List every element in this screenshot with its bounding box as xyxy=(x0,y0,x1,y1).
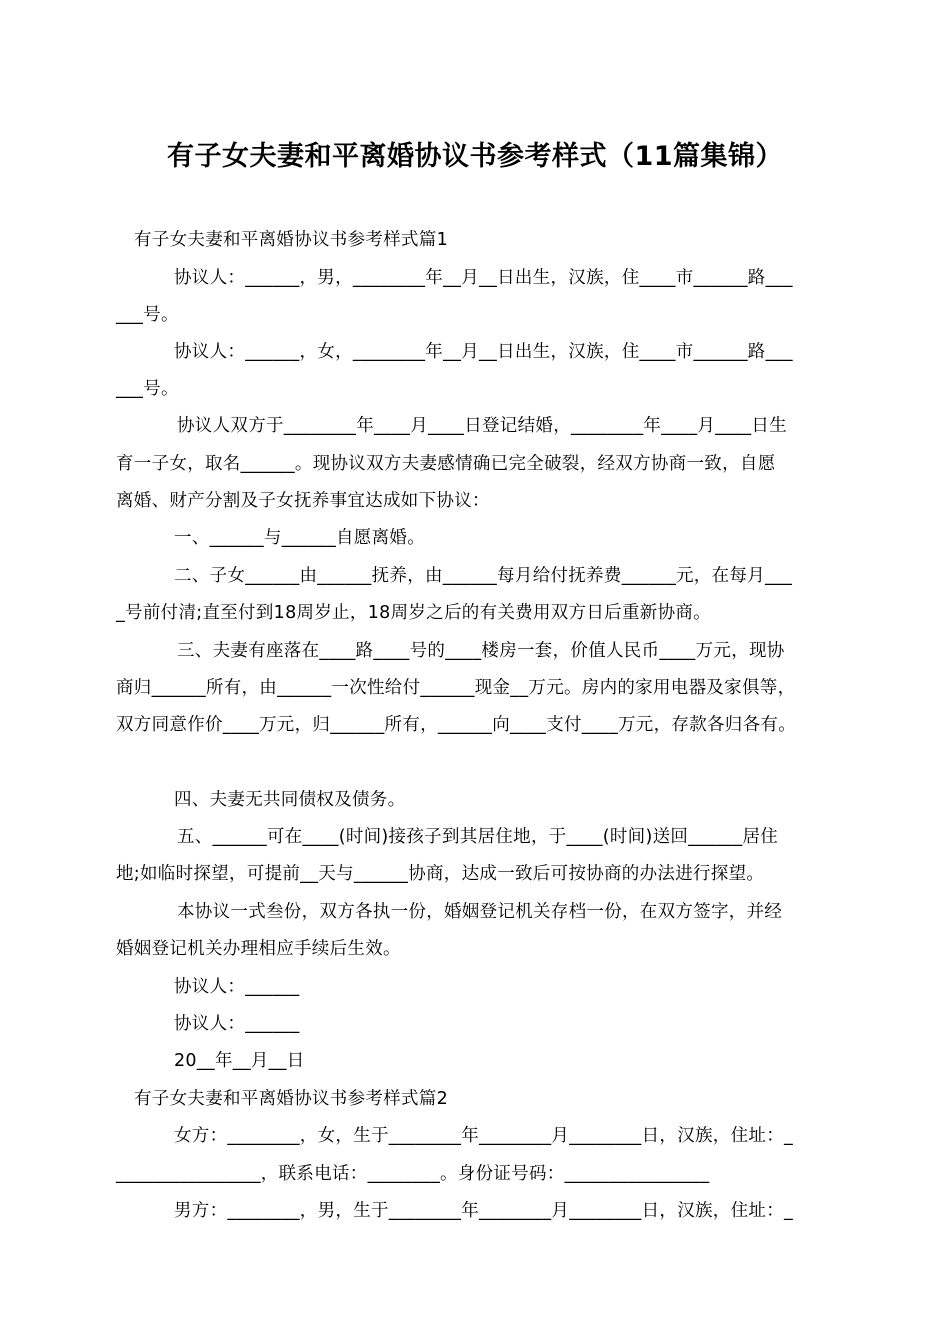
signature-line: 协议人：______ xyxy=(174,1014,300,1034)
paragraph-line: 男方：________，男，生于________年________月________日，汉族，住址：_ xyxy=(174,1201,794,1221)
paragraph-line: 离婚、财产分割及子女抚养事宜达成如下协议： xyxy=(116,491,490,511)
paragraph-line: ________________，联系电话：________。身份证号码：________________ xyxy=(116,1164,710,1184)
document-title: 有子女夫妻和平离婚协议书参考样式（11篇集锦） xyxy=(166,141,784,172)
paragraph-line: 婚姻登记机关办理相应手续后生效。 xyxy=(116,939,401,959)
section-heading: 有子女夫妻和平离婚协议书参考样式篇1 xyxy=(134,230,449,250)
paragraph-line: 一、______与______自愿离婚。 xyxy=(174,528,425,548)
paragraph-line: 本协议一式叁份，双方各执一份，婚姻登记机关存档一份，在双方签字，并经 xyxy=(177,902,783,922)
paragraph-line: 女方：________，女，生于________年________月________日，汉族，住址：_ xyxy=(174,1126,794,1146)
paragraph-line: ___号。 xyxy=(116,379,179,399)
paragraph-line: 育一子女，取名______。现协议双方夫妻感情确已完全破裂，经双方协商一致，自愿 xyxy=(116,454,776,474)
paragraph-line: 商归______所有，由______一次性给付______现金__万元。房内的家用电器及家俱等， xyxy=(116,678,796,698)
paragraph-line: 三、夫妻有座落在____路____号的____楼房一套，价值人民币____万元，现协 xyxy=(177,641,785,661)
paragraph-line: _号前付清;直至付到18周岁止，18周岁之后的有关费用双方日后重新协商。 xyxy=(116,603,711,623)
paragraph-line: 二、子女______由______抚养，由______每月给付抚养费______元，在每月___ xyxy=(174,566,793,586)
paragraph-line: 双方同意作价____万元，归______所有，______向____支付____万元，存款各归各有。 xyxy=(116,715,796,735)
signature-line: 协议人：______ xyxy=(174,977,300,997)
paragraph-line: 协议人双方于________年____月____日登记结婚，________年____月____日生 xyxy=(177,416,787,436)
paragraph-line: 五、______可在____(时间)接孩子到其居住地，于____(时间)送回______居住 xyxy=(177,827,779,847)
paragraph-line: 地;如临时探望，可提前__天与______协商，达成一致后可按协商的办法进行探望。 xyxy=(116,864,765,884)
paragraph-line: 协议人：______，女，________年__月__日出生，汉族，住____市______路___ xyxy=(174,342,793,362)
paragraph-line: 协议人：______，男，________年__月__日出生，汉族，住____市______路___ xyxy=(174,268,793,288)
section-heading: 有子女夫妻和平离婚协议书参考样式篇2 xyxy=(134,1089,449,1109)
paragraph-line: 四、夫妻无共同债权及债务。 xyxy=(174,790,406,810)
date-line: 20__年__月__日 xyxy=(174,1051,305,1071)
paragraph-line: ___号。 xyxy=(116,305,179,325)
